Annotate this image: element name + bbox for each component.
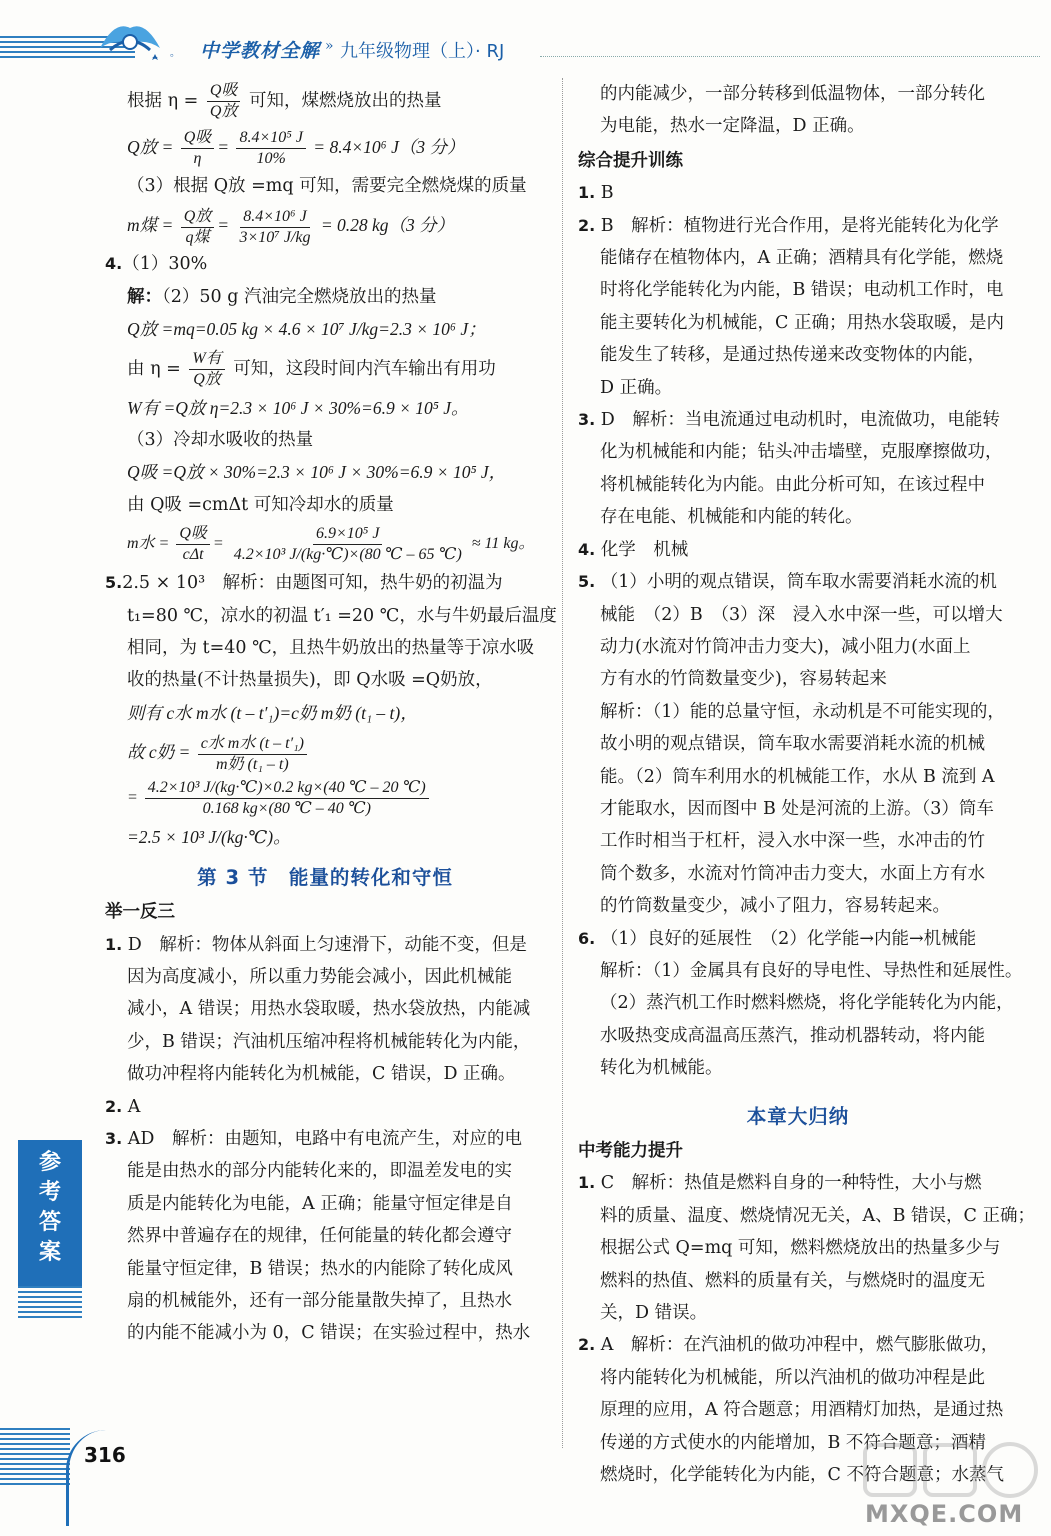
numerator: Q放 (181, 207, 215, 228)
numerator: 8.4×10⁶ J (240, 207, 309, 228)
text: ≈ 11 kg。 (471, 535, 535, 553)
text-line: 能。（2）筒车利用水的机械能工作，水从 B 流到 A (600, 766, 995, 787)
text-line: 少，B 错误；汽油机压缩冲程将机械能转化为内能， (127, 1031, 531, 1052)
text: （1）小明的观点错误，筒车取水需要消耗水流的机 (600, 572, 997, 593)
answer-4 (105, 248, 545, 280)
text-line: 为电能，热水一定降温，D 正确。 (600, 116, 865, 137)
text-line: 的内能不能减小为 0，C 错误；在实验过程中，热水 (127, 1323, 531, 1344)
chapter-summary-title: 本章大归纳 (746, 1104, 850, 1128)
text-line: 化为机械能和内能；钻头冲击墙壁，克服摩擦做功， (600, 442, 1003, 463)
denominator: m奶 (t₁ – t) (216, 755, 289, 773)
eq-water-mass: m水 = $\frac{\text{Q吸}}{\text{cΔt}}$ = $\frac{\text{6.9×10⁵ J}}{\text{4.2×10³ J/(kg·℃)×(80 ℃ – 65 ℃)}}$ ≈ 11 kg。 (127, 525, 535, 564)
question-number: 6. (578, 928, 596, 948)
numerator: 8.4×10⁵ J (236, 128, 305, 149)
text: AD 解析：由题知，电路中有电流产生，对应的电 (127, 1128, 522, 1149)
fraction (145, 778, 429, 819)
fraction (236, 128, 305, 169)
text: = (127, 789, 138, 807)
text: 故 c奶 = (127, 742, 191, 763)
answer-2 (578, 1329, 1018, 1361)
tab-stripes (18, 1286, 82, 1320)
text-line: 根据公式 Q=mq 可知，燃料燃烧放出的热量多少与 (600, 1238, 1001, 1259)
header-rule (540, 56, 1040, 57)
text-line: 的内能减少，一部分转移到低温物体，一部分转化 (600, 84, 985, 104)
text: D 解析：当电流通过电动机时，电流做功，电能转 (600, 410, 1000, 431)
reference-answers-tab (18, 1140, 82, 1286)
fraction (176, 524, 210, 565)
text-line: =2.5 × 10³ J/(kg·℃)。 (127, 827, 291, 848)
numerator: Q吸 (207, 81, 241, 102)
text-line: 质是内能转化为电能，A 正确；能量守恒定律是自 (127, 1193, 513, 1214)
question-number: 4. (105, 254, 123, 274)
text-line: 扇的机械能外，还有一部分能量散失掉了，且热水 (127, 1290, 512, 1311)
footer-stripes (0, 1428, 70, 1488)
eq-milk-capacity-value (105, 775, 545, 821)
text-line: 原理的应用，A 符合题意；用酒精灯加热，是通过热 (600, 1400, 1004, 1421)
fraction (189, 349, 224, 390)
denominator: q煤 (185, 228, 210, 246)
question-number: 5. (578, 572, 596, 592)
left-column (105, 78, 557, 1350)
numerator: 6.9×10⁵ J (313, 524, 382, 545)
question-number: 1. (578, 1173, 596, 1193)
text-line: 动力(水流对竹筒冲击力变大)，减小阻力(水面上 (600, 636, 971, 657)
question-number: 3. (578, 410, 596, 430)
denominator: Q放 (193, 370, 221, 388)
text-line: D 正确。 (600, 377, 673, 398)
fraction (198, 734, 307, 775)
text-line: W有 =Q放 η=2.3 × 10⁶ J × 30%=6.9 × 10⁵ J。 (127, 397, 469, 418)
eq-milk-capacity (105, 729, 545, 775)
header-dots: 。 (170, 48, 182, 59)
text-line: 做功冲程将内能转化为机械能，C 错误，D 正确。 (127, 1064, 516, 1085)
text-line: 水吸热变成高温高压蒸汽，推动机器转动，将内能 (600, 1025, 985, 1046)
answer-5 (578, 566, 1018, 598)
answer-2 (578, 210, 1018, 242)
chevron-right-icon: » (325, 38, 334, 54)
text: C 解析：热值是燃料自身的一种特性，大小与燃 (600, 1173, 982, 1194)
answer-6 (578, 923, 1018, 955)
text: B 解析：植物进行光合作用，是将光能转化为化学 (600, 215, 999, 236)
text-line: 然界中普遍存在的规律，任何能量的转化都会遵守 (127, 1226, 512, 1247)
text-line: 由 Q吸 =cmΔt 可知冷却水的质量 (127, 494, 394, 515)
text-line: t₁=80 ℃，凉水的初温 t′₁ =20 ℃，水与牛奶最后温度 (127, 605, 557, 626)
denominator: cΔt (182, 546, 204, 564)
question-number: 5. (105, 573, 123, 593)
question-number: 2. (105, 1096, 123, 1116)
right-column (578, 78, 1036, 1491)
numerator: Q吸 (181, 128, 215, 149)
text: m煤 = (127, 215, 174, 236)
text-line: 能主要转化为机械能，C 正确；用热水袋取暖，是内 (600, 312, 1004, 333)
book-logo-icon (95, 18, 165, 62)
text-line: 收的热量(不计热量损失)，即 Q水吸 =Q奶放， (127, 670, 493, 691)
text-line: 传递的方式使水的内能增加，B 不符合题意；酒精 (600, 1432, 986, 1453)
denominator: η (193, 150, 202, 168)
fraction (236, 207, 313, 248)
solution-label: 解： (127, 286, 162, 307)
text-line: 相同，为 t=40 ℃，且热牛奶放出的热量等于凉水吸 (127, 638, 535, 659)
answer-1 (105, 929, 545, 961)
book-title: 中学教材全解 (200, 40, 321, 62)
question-number: 4. (578, 539, 596, 559)
text: = 0.28 kg（3 分） (320, 215, 455, 236)
text-line: 存在电能、机械能和内能的转化。 (600, 507, 863, 528)
denominator: 4.2×10³ J/(kg·℃)×(80 ℃ – 65 ℃) (233, 546, 462, 564)
subsection-heading: 中考能力提升 (578, 1141, 683, 1161)
fraction (181, 207, 215, 248)
text-line: 燃料的热值、燃料的质量有关，与燃烧时的温度无 (600, 1270, 985, 1291)
text-line: 工作时相当于杠杆，浸入水中深一些，水冲击的竹 (600, 831, 985, 852)
column-divider (562, 78, 563, 1448)
book-subtitle: 九年级物理（上）· RJ (340, 41, 505, 62)
numerator: W有 (189, 349, 224, 370)
eq-efficiency (105, 78, 545, 124)
text-line: 则有 c水 m水 (t – t′₁)=c奶 m奶 (t₁ – t)， (127, 702, 418, 723)
text-line: 筒个数多，水流对竹筒冲击力变大，水面上方有水 (600, 863, 985, 884)
text-line: 料的质量、温度、燃烧情况无关，A、B 错误，C 正确； (600, 1205, 1036, 1226)
text-line: 因为高度减小，所以重力势能会减小，因此机械能 (127, 966, 512, 987)
text: （1）30% (122, 254, 208, 275)
answer-5 (105, 567, 545, 599)
text-line: 能量守恒定律，B 错误；热水的内能除了转化成风 (127, 1258, 513, 1279)
fraction (181, 128, 215, 169)
text: 可知，煤燃烧放出的热量 (249, 91, 442, 111)
eq-coal-mass: m煤 = $\frac{\text{Q放}}{\text{q煤}}$ = $\frac{\text{8.4×10⁶ J}}{\text{3×10⁷ J/kg}}$ = 0.28 kg（3 分） (127, 207, 455, 246)
text: A 解析：在汽油机的做功冲程中，燃气膨胀做功， (600, 1335, 999, 1356)
text-line: （2）蒸汽机工作时燃料燃烧，将化学能转化为内能， (600, 993, 1014, 1014)
text: （2）50 g 汽油完全燃烧放出的热量 (162, 286, 437, 307)
text-line: 的竹筒数量变少，减小了阻力，容易转起来。 (600, 896, 950, 917)
text-line: 关，D 错误。 (600, 1303, 708, 1324)
question-number: 1. (105, 934, 123, 954)
text: D 解析：物体从斜面上匀速滑下，动能不变，但是 (127, 934, 527, 955)
text-line: 将机械能转化为内能。由此分析可知，在该过程中 (600, 474, 985, 495)
question-number: 3. (105, 1128, 123, 1148)
text: B (600, 183, 614, 204)
question-number: 2. (578, 215, 596, 235)
subsection-heading: 举一反三 (105, 902, 175, 923)
fraction (231, 524, 465, 565)
text: 根据 η = (127, 91, 199, 111)
page-number: 316 (84, 1443, 126, 1467)
text-line: 转化为机械能。 (600, 1058, 723, 1079)
answer-1 (578, 177, 1018, 209)
numerator: Q吸 (176, 524, 210, 545)
question-number: 1. (578, 183, 596, 203)
question-number: 2. (578, 1335, 596, 1355)
denominator: 0.168 kg×(80 ℃ – 40 ℃) (202, 800, 371, 818)
text-line: 能发生了转移，是通过热传递来改变物体的内能， (600, 345, 985, 366)
text-line: 故小明的观点错误，筒车取水需要消耗水流的机械 (600, 734, 985, 755)
text-line: 械能 （2）B （3）深 浸入水中深一些，可以增大 (600, 604, 1003, 625)
text: m水 = (127, 535, 170, 553)
text-line: 能是由热水的部分内能转化来的，即温差发电的实 (127, 1161, 512, 1182)
watermark-text: MXQE.COM (865, 1500, 1024, 1528)
text-line: （3）冷却水吸收的热量 (127, 430, 314, 451)
text-line: 才能取水，因而图中 B 处是河流的上游。（3）筒车 (600, 798, 994, 819)
subsection-heading: 综合提升训练 (578, 150, 683, 171)
text: 由 η = (127, 358, 181, 379)
fraction (207, 81, 241, 122)
text: 可知，这段时间内汽车输出有用功 (233, 358, 496, 379)
text-line: 解析：（1）金属具有良好的导电性、导热性和延展性。 (600, 960, 1023, 981)
text: 化学 机械 (600, 539, 689, 560)
text-line: 时将化学能转化为内能，B 错误；电动机工作时，电 (600, 280, 1004, 301)
text: （1）良好的延展性 （2）化学能→内能→机械能 (600, 928, 977, 949)
text: = 8.4×10⁶ J（3 分） (313, 137, 465, 157)
answer-2 (105, 1091, 545, 1123)
answer-4 (578, 534, 1018, 566)
numerator: 4.2×10³ J/(kg·℃)×0.2 kg×(40 ℃ – 20 ℃) (145, 778, 429, 799)
answer-1 (578, 1167, 1018, 1199)
denominator: Q放 (209, 103, 238, 120)
text: 2.5 × 10³ 解析：由题图可知，热牛奶的初温为 (122, 573, 503, 594)
eq-heat-released: Q放 = $\frac{\text{Q吸}}{\eta}$ = $\frac{\text{8.4×10⁵ J}}{10\%}$ = 8.4×10⁶ J（3 分） (127, 129, 465, 168)
text-line: 燃烧时，化学能转化为内能，C 不符合题意；水蒸气 (600, 1465, 1004, 1486)
answer-3 (105, 1123, 545, 1155)
denominator: 3×10⁷ J/kg (239, 228, 311, 246)
section-title: 第 3 节 能量的转化和守恒 (197, 865, 453, 889)
page-header (0, 0, 1051, 70)
text-line: 将内能转化为机械能，所以汽油机的做功冲程是此 (600, 1367, 985, 1388)
text-line: 减小，A 错误；用热水袋取暖，热水袋放热，内能减 (127, 999, 531, 1020)
denominator: 10% (256, 150, 286, 168)
tab-label: 参考答案 (38, 1150, 61, 1265)
text: Q放 = (127, 137, 174, 157)
text-line: Q放 =mq=0.05 kg × 4.6 × 10⁷ J/kg=2.3 × 10⁶ J； (127, 319, 486, 340)
answer-3 (578, 404, 1018, 436)
text: A (127, 1096, 141, 1117)
text-line: 能储存在植物体内，A 正确；酒精具有化学能，燃烧 (600, 248, 1004, 269)
text-line: （3）根据 Q放 =mq 可知，需要完全燃烧煤的质量 (127, 176, 527, 196)
text-line: 方有水的竹筒数量变少)，容易转起来 (600, 669, 887, 690)
eq-useful-work (105, 346, 545, 392)
numerator: c水 m水 (t – t′₁) (198, 734, 307, 755)
text-line: Q吸 =Q放 × 30%=2.3 × 10⁶ J × 30%=6.9 × 10⁵ J， (127, 462, 507, 483)
text-line: 解析：（1）能的总量守恒，永动机是不可能实现的， (600, 701, 1005, 722)
text-line (105, 281, 545, 313)
